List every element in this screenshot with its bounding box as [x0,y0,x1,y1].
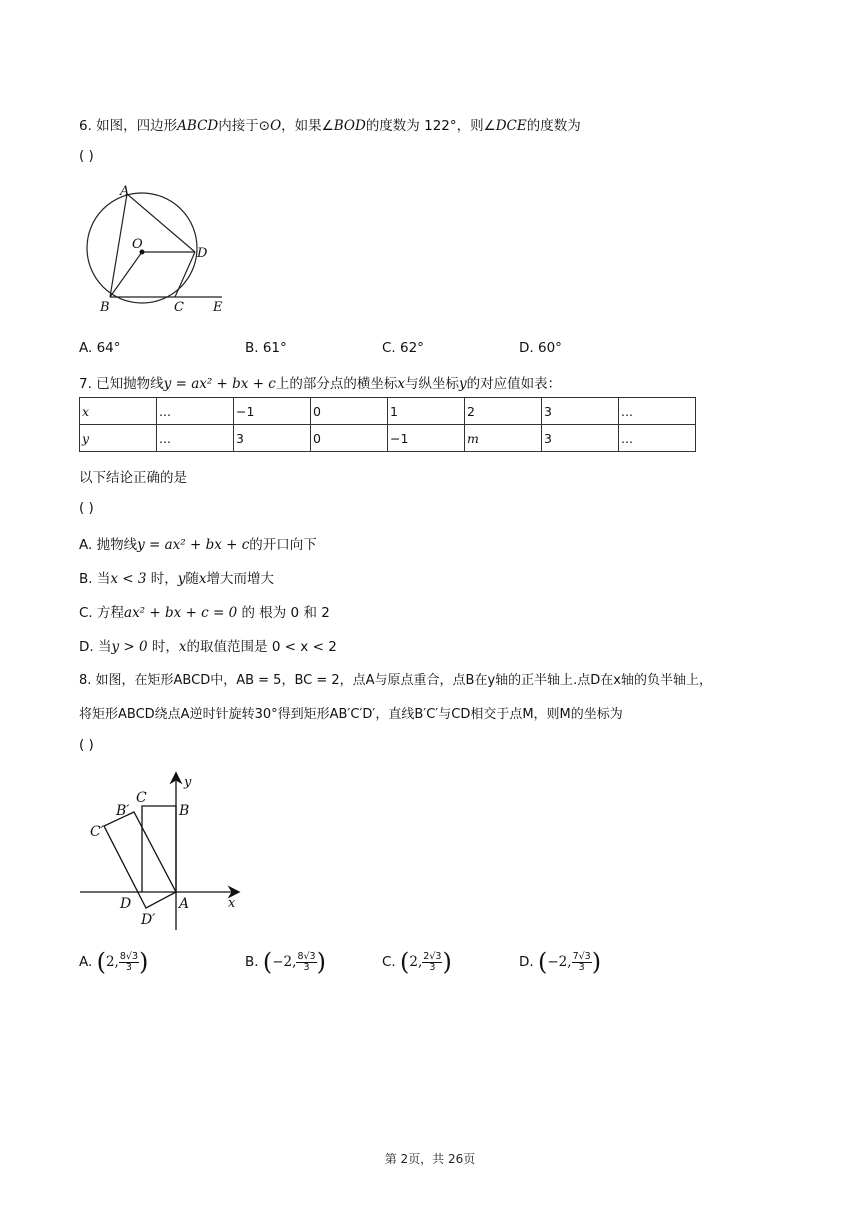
q6-option-d: D. 60° [519,340,562,356]
table-cell: y [80,425,157,452]
paren-close: ) [139,948,149,976]
option-fraction [119,952,139,973]
table-row [80,425,696,452]
fraction-numerator: 8√3 [297,950,316,962]
q7-suffix: 的对应值如表： [466,376,562,392]
option-text: 时， [146,571,178,587]
q7-option-d [79,635,337,655]
paren-open: ( [400,948,410,976]
option-math: x [178,639,187,655]
q8-label-c: C [136,790,147,806]
option-text: 的 根为 0 和 2 [237,605,330,621]
q8-line2: 将矩形ABCD绕点A逆时针旋转30°得到矩形AB′C′D′，直线B′C′与CD相交于点M，则M的坐标为 [79,707,623,722]
fraction-denominator: 3 [429,961,436,973]
q8-line1: 8. 如图，在矩形ABCD中，AB = 5，BC = 2，点A与原点重合，点B在y轴的正半轴上.点D在x轴的负半轴上， [79,673,712,688]
q6-line-dc [175,252,195,297]
option-coord: −2, [547,954,572,970]
option-label: B. 当 [79,571,111,587]
q8-label-c-prime: C′ [90,824,104,840]
q6-mid2: ，如果∠ [281,118,334,134]
q8-label-b-prime: B′ [116,803,130,819]
option-coord: 2, [105,954,119,970]
option-text: 的开口向下 [249,537,317,553]
q7-conclusion: 以下结论正确的是 [79,470,187,486]
q6-angle2: DCE [495,118,527,134]
q8-option-c [382,948,452,976]
q6-prefix: 6. 如图，四边形 [79,118,178,134]
option-coord: 2, [409,954,423,970]
table-cell: x [80,398,157,425]
paren-open: ( [537,948,548,976]
q6-label-o: O [132,237,143,252]
q6-label-d: D [197,246,208,261]
option-text: 时， [147,639,179,655]
q6-label-b: B [100,300,110,315]
table-cell: 2 [465,398,542,425]
fraction-denominator: 3 [578,961,585,973]
q8-label-y: y [184,775,192,790]
q8-rect-abcd-prime [104,812,176,908]
table-cell: ... [157,398,234,425]
fraction-numerator: 7√3 [572,950,591,962]
table-cell: 0 [311,398,388,425]
q8-option-a [79,948,148,976]
option-fraction [296,952,316,973]
option-label: C. 方程 [79,605,125,621]
q6-option-a: A. 64° [79,340,121,356]
table-cell: 1 [388,398,465,425]
q8-option-b [245,948,326,976]
q6-label-c: C [174,300,184,315]
q8-rect-abcd [142,806,176,892]
q6-label-a: A [120,184,130,199]
option-label: D. [519,954,534,970]
option-label: A. 抛物线 [79,537,138,553]
q7-formula: y = ax² + bx + c [163,376,276,392]
paren-close: ) [442,948,452,976]
option-text: 随 [185,571,199,587]
table-cell: ... [619,398,696,425]
q6-mid1: 内接于⊙ [218,118,271,134]
q7-mid: 上的部分点的横坐标 [275,376,398,392]
option-math: x [198,571,207,587]
q8-option-d [519,948,601,976]
paren-close: ) [591,948,602,976]
table-row [80,398,696,425]
q6-suffix: 的度数为 [526,118,581,134]
q7-prefix: 7. 已知抛物线 [79,376,164,392]
option-math: y [177,571,186,587]
q8-figure [78,770,258,935]
q6-angle1: BOD [333,118,366,134]
q6-circle: O [270,118,282,134]
fraction-denominator: 3 [303,961,310,973]
q7-option-b [79,567,274,587]
option-text: 增大而增大 [206,571,275,587]
q6-option-b: B. 61° [245,340,287,356]
option-label: A. [79,954,93,970]
option-fraction [422,952,442,973]
paren-close: ) [316,948,326,976]
fraction-numerator: 8√3 [119,950,139,962]
q6-label-e: E [213,300,223,315]
q6-stem [79,114,581,134]
q6-line-ab [110,194,127,297]
option-math: ax² + bx + c = 0 [124,605,238,621]
fraction-numerator: 2√3 [423,950,442,962]
q7-paren: ( ) [79,500,94,516]
option-label: B. [245,954,259,970]
q7-option-c [79,601,330,621]
q6-figure [80,180,240,320]
q8-label-b: B [179,803,190,819]
q8-label-a: A [179,896,190,912]
q6-paren: ( ) [79,148,94,164]
option-text: 的取值范围是 0 < x < 2 [186,639,337,655]
q7-stem [79,372,561,392]
option-label: D. 当 [79,639,112,655]
table-cell: 3 [234,425,311,452]
table-cell: 3 [542,425,619,452]
q6-mid3: 的度数为 122°，则∠ [365,118,496,134]
q7-mid2: 与纵坐标 [405,376,459,392]
paren-open: ( [96,948,106,976]
paren-open: ( [262,948,273,976]
table-cell: 3 [542,398,619,425]
table-cell: ... [619,425,696,452]
q7-table [79,397,696,452]
q7-yvar: y [459,376,467,392]
option-label: C. [382,954,396,970]
q6-option-c: C. 62° [382,340,424,356]
table-cell: m [465,425,542,452]
q7-option-a [79,533,317,553]
option-math: y > 0 [111,639,148,655]
option-math: y = ax² + bx + c [137,537,250,553]
q6-quad: ABCD [177,118,219,134]
q8-label-d-prime: D′ [141,912,156,928]
option-coord: −2, [272,954,297,970]
fraction-denominator: 3 [125,961,132,973]
q8-paren: ( ) [79,737,94,753]
table-cell: −1 [388,425,465,452]
page-footer: 第 2页，共 26页 [384,1152,476,1166]
q7-xvar: x [397,376,405,392]
q8-label-d: D [120,896,132,912]
table-cell: 0 [311,425,388,452]
table-cell: −1 [234,398,311,425]
q6-line-ob [110,252,142,297]
option-math: x < 3 [110,571,147,587]
option-fraction [572,952,592,973]
table-cell: ... [157,425,234,452]
q8-label-x: x [228,896,236,911]
